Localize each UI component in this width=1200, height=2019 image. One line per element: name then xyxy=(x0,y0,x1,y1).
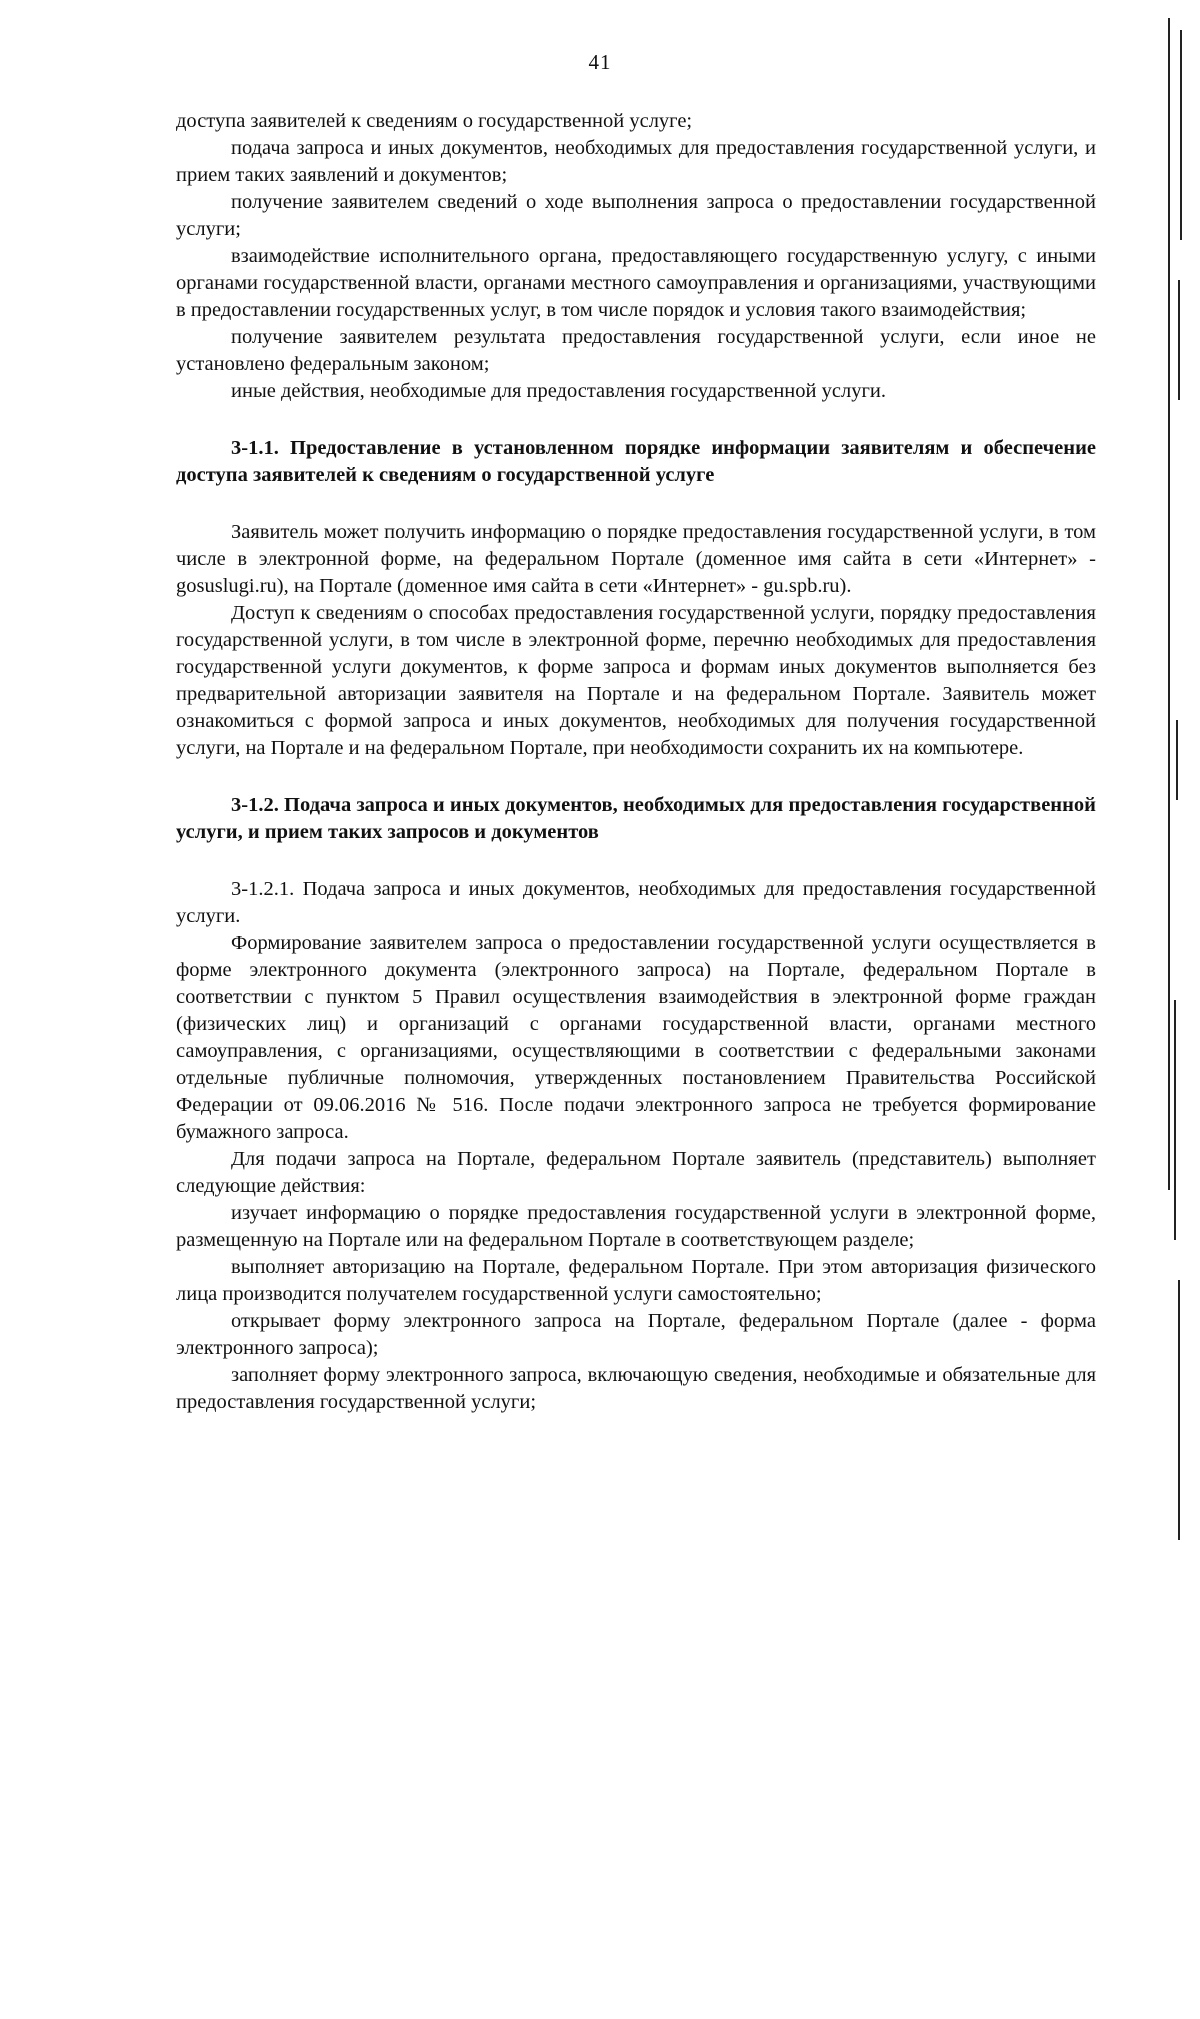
list-item: взаимодействие исполнительного органа, предоставляющего государственную услугу, с иными органами государственной власти, органами местного самоуправления и организациями, участвующими в предоставлении государственных услуг, в том числе порядок и условия такого взаимодействия; xyxy=(176,245,1096,321)
list-item: заполняет форму электронного запроса, включающую сведения, необходимые и обязательные для предоставления государственной услуги; xyxy=(176,1364,1096,1413)
paragraph: Заявитель может получить информацию о порядке предоставления государственной услуги, в том числе в электронной форме, на федеральном Портале (доменное имя сайта в сети «Интернет» - gosuslugi.ru), на Портале (доменное имя сайта в сети «Интернет» - gu.spb.ru). xyxy=(176,521,1096,597)
list-item: иные действия, необходимые для предоставления государственной услуги. xyxy=(231,380,886,402)
scan-margin-line xyxy=(1178,280,1180,400)
list-item: доступа заявителей к сведениям о государственной услуге; xyxy=(176,110,693,132)
section-heading-3-1-1: 3-1.1. Предоставление в установленном порядке информации заявителям и обеспечение доступа заявителей к сведениям о государственной услуге xyxy=(176,437,1096,486)
list-item: подача запроса и иных документов, необходимых для предоставления государственной услуги, и прием таких заявлений и документов; xyxy=(176,137,1096,186)
scan-margin-line xyxy=(1176,720,1178,800)
scan-margin-line xyxy=(1168,18,1170,1190)
paragraph: Доступ к сведениям о способах предоставления государственной услуги, порядку предоставления государственной услуги, в том числе в электронной форме, перечню необходимых для предоставления государственной услуги документов, к форме запроса и формам иных документов выполняется без предварительной авторизации заявителя на Портале и на федеральном Портале. Заявитель может ознакомиться с формой запроса и иных документов, необходимых для получения государственной услуги, на Портале и на федеральном Портале, при необходимости сохранить их на компьютере. xyxy=(176,602,1096,759)
list-item: открывает форму электронного запроса на Портале, федеральном Портале (далее - форма электронного запроса); xyxy=(176,1310,1096,1359)
scan-margin-line xyxy=(1174,1000,1176,1240)
list-item: получение заявителем результата предоставления государственной услуги, если иное не установлено федеральным законом; xyxy=(176,326,1096,375)
section-heading-3-1-2: 3-1.2. Подача запроса и иных документов, необходимых для предоставления государственной услуги, и прием таких запросов и документов xyxy=(176,794,1096,843)
list-item: получение заявителем сведений о ходе выполнения запроса о предоставлении государственной услуги; xyxy=(176,191,1096,240)
list-item: изучает информацию о порядке предоставления государственной услуги в электронной форме, размещенную на Портале или на федеральном Портале в соответствующем разделе; xyxy=(176,1202,1096,1251)
document-body xyxy=(176,108,1096,1416)
paragraph: 3-1.2.1. Подача запроса и иных документов, необходимых для предоставления государственной услуги. xyxy=(176,878,1096,927)
scan-margin-line xyxy=(1178,1280,1180,1540)
list-item: выполняет авторизацию на Портале, федеральном Портале. При этом авторизация физического лица производится получателем государственной услуги самостоятельно; xyxy=(176,1256,1096,1305)
paragraph: Для подачи запроса на Портале, федеральном Портале заявитель (представитель) выполняет следующие действия: xyxy=(176,1148,1096,1197)
paragraph: Формирование заявителем запроса о предоставлении государственной услуги осуществляется в форме электронного документа (электронного запроса) на Портале, федеральном Портале в соответствии с пунктом 5 Правил осуществления взаимодействия в электронной форме граждан (физических лиц) и организаций с органами государственной власти, органами местного самоуправления, с организациями, осуществляющими в соответствии с федеральными законами отдельные публичные полномочия, утвержденных постановлением Правительства Российской Федерации от 09.06.2016 № 516. После подачи электронного запроса не требуется формирование бумажного запроса. xyxy=(176,932,1096,1143)
page-number: 41 xyxy=(588,50,612,74)
scan-margin-line xyxy=(1180,30,1182,240)
